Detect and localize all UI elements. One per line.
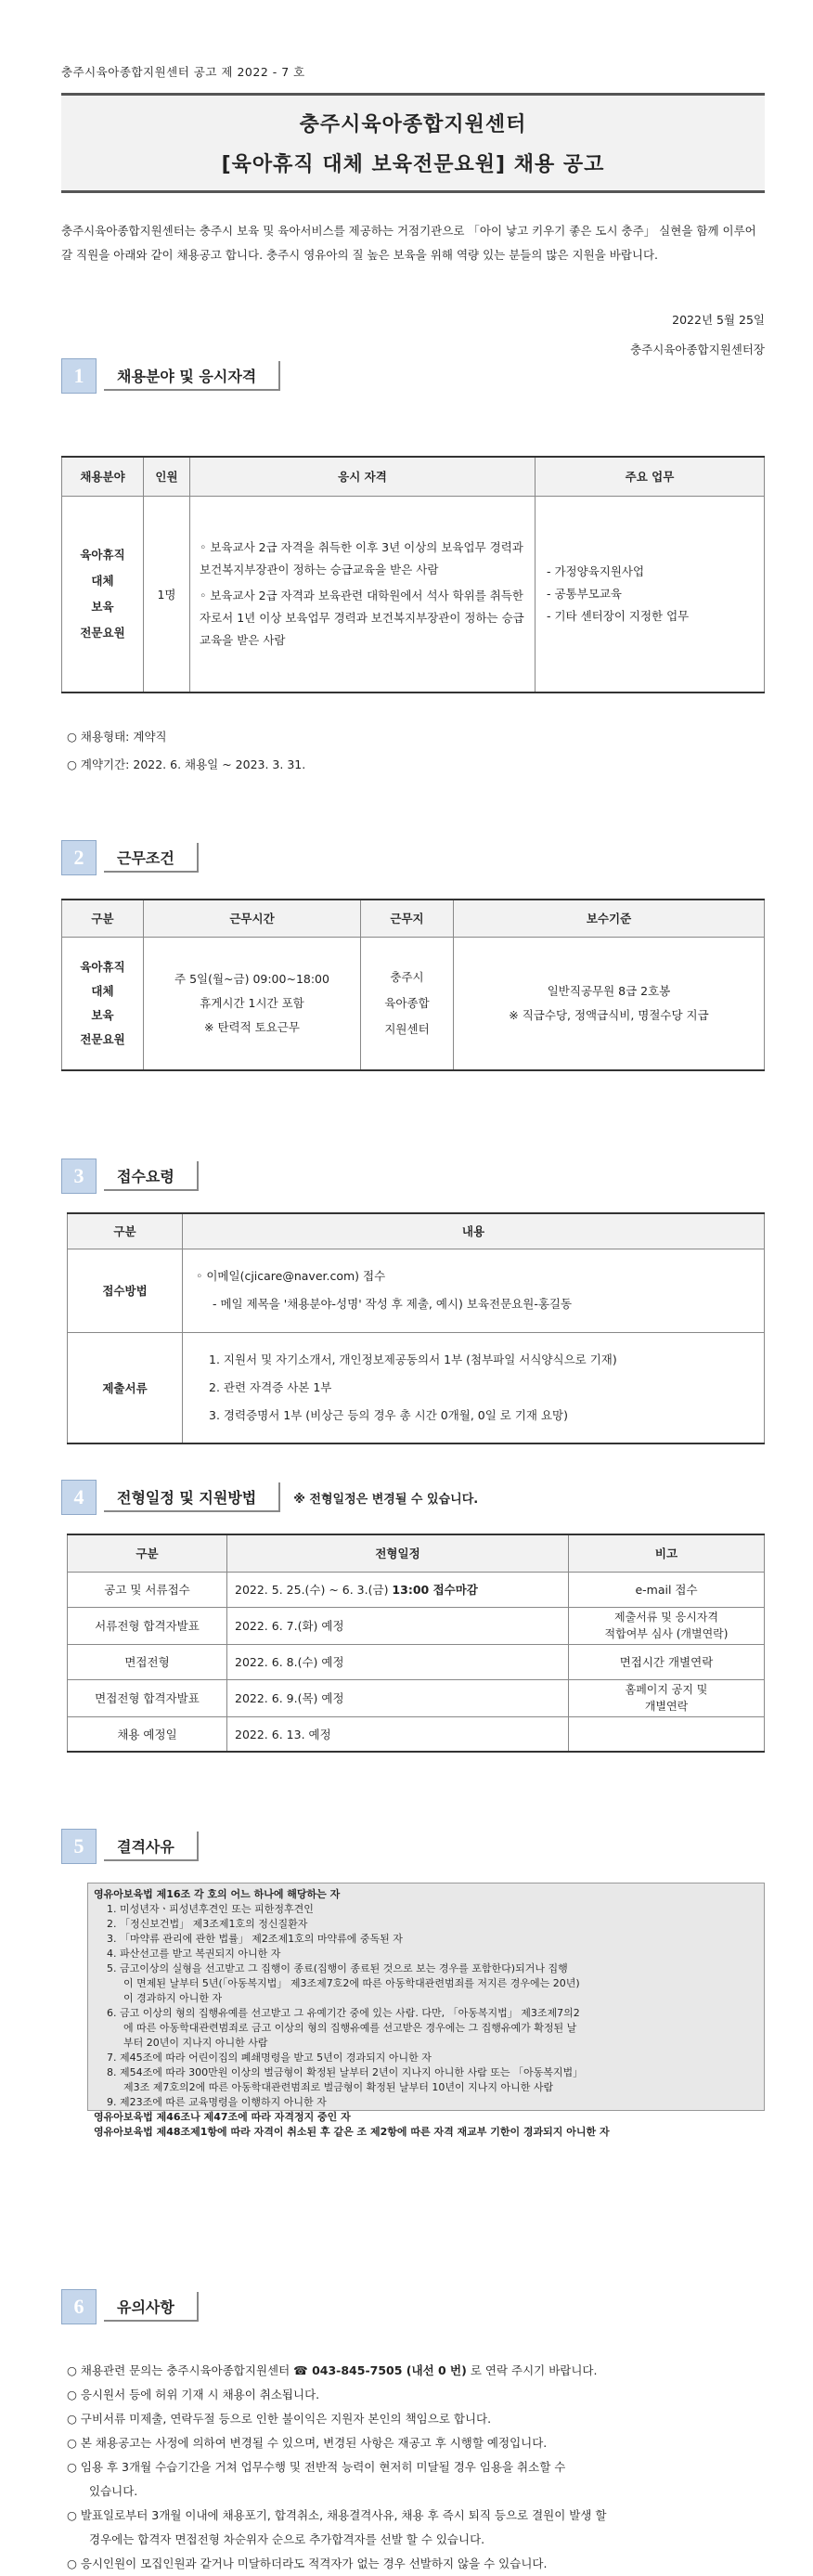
section-number: 2 <box>61 840 97 875</box>
documents-cell <box>183 1332 765 1443</box>
section-title: 전형일정 및 지원방법 <box>104 1482 280 1512</box>
date-cell <box>227 1716 569 1752</box>
col-header: 비고 <box>569 1534 765 1572</box>
place-text: 지원센터 <box>384 1021 430 1036</box>
field-cell <box>62 937 144 1070</box>
note-item: ○ 임용 후 3개월 수습기간을 거쳐 업무수행 및 전반적 능력이 현저히 미달될 경우 임용을 취소할 수 <box>67 2460 566 2474</box>
section-number: 6 <box>61 2289 97 2324</box>
note-item: ○ 구비서류 미제출, 연락두절 등으로 인한 불이익은 지원자 본인의 책임으로 합니다. <box>67 2412 492 2426</box>
date-cell <box>227 1607 569 1644</box>
method-cell <box>183 1249 765 1332</box>
hours-cell <box>144 937 361 1070</box>
stage-cell: 채용 예정일 <box>68 1716 227 1752</box>
hours-text: ※ 탄력적 토요근무 <box>204 1019 300 1034</box>
section-3-header <box>61 1159 199 1194</box>
section-title: 채용분야 및 응시자격 <box>104 361 280 391</box>
notice-number: 충주시육아종합지원센터 공고 제 2022 - 7 호 <box>61 65 305 79</box>
remark-cell: 홈페이지 공지 및 개별연락 <box>569 1679 765 1716</box>
work-conditions-table <box>61 899 765 1071</box>
section-number: 3 <box>61 1159 97 1194</box>
col-header: 주요 업무 <box>536 457 765 496</box>
stage-cell: 공고 및 서류접수 <box>68 1572 227 1607</box>
organization-name: 충주시육아종합지원센터장 <box>630 343 765 356</box>
disq-item: 6. 금고 이상의 형의 집행유예를 선고받고 그 유예기간 중에 있는 사람. 다만, 「아동복지법」 제3조제7의2 <box>107 2007 580 2019</box>
section-title: 근무조건 <box>104 843 199 873</box>
disq-item: 7. 제45조에 따라 어린이집의 폐쇄명령을 받고 5년이 경과되지 아니한 자 <box>107 2052 432 2064</box>
place-text: 육아종합 <box>384 995 430 1010</box>
date-cell <box>227 1644 569 1679</box>
schedule-row <box>68 1607 765 1644</box>
row-label: 접수방법 <box>68 1249 183 1332</box>
hours-text: 주 5일(월~금) 09:00~18:00 <box>174 971 329 986</box>
field-text: 육아휴직 <box>80 959 125 974</box>
document-item: 3. 경력증명서 1부 (비상근 등의 경우 총 시간 0개월, 0일 로 기재 요망) <box>209 1407 568 1422</box>
intro-text: 충주시육아종합지원센터는 충주시 보육 및 육아서비스를 제공하는 거점기관으로 「아이 낳고 키우기 좋은 도시 충주」 실현을 함께 이루어갈 직원을 아래와 같이 채용공고 합니다. 충주시 영유아의 질 높은 보육을 위해 역량 있는 분들의 많은 지원을 바랍니다. <box>61 224 756 262</box>
section-title: 유의사항 <box>104 2292 199 2322</box>
section-2-header <box>61 840 199 875</box>
date-cell <box>227 1679 569 1716</box>
schedule-table <box>67 1534 765 1753</box>
phone-number: ☎ 043-845-7505 (내선 0 번) <box>293 2363 467 2377</box>
duty-cell <box>536 496 765 693</box>
note-text: 로 연락 주시기 바랍니다. <box>466 2363 598 2377</box>
stage-cell: 면접전형 <box>68 1644 227 1679</box>
col-header: 내용 <box>183 1213 765 1249</box>
note-item: ○ 발표일로부터 3개월 이내에 채용포기, 합격취소, 채용결격사유, 채용 후 즉시 퇴직 등으로 결원이 발생 할 <box>67 2508 607 2522</box>
qualification-cell <box>190 496 536 693</box>
field-text: 전문요원 <box>80 625 125 640</box>
col-header: 응시 자격 <box>190 457 536 496</box>
date-text: 2022. 5. 25.(수) ~ 6. 3.(금) <box>235 1583 393 1597</box>
recruitment-table <box>61 456 765 693</box>
document-item: 1. 지원서 및 자기소개서, 개인정보제공동의서 1부 (첨부파일 서식양식으로 기재) <box>209 1352 617 1366</box>
schedule-row <box>68 1572 765 1607</box>
pay-text: ※ 직급수당, 정액급식비, 명절수당 지급 <box>509 1007 709 1022</box>
note-item <box>67 2359 772 2383</box>
col-header: 구분 <box>68 1213 183 1249</box>
section-number: 1 <box>61 358 97 394</box>
disq-foot: 영유아보육법 제48조제1항에 따라 자격이 취소된 후 같은 조 제2항에 따른 자격 재교부 기한이 경과되지 아니한 자 <box>94 2126 610 2138</box>
disq-item: 5. 금고이상의 실형을 선고받고 그 집행이 종료(집행이 종료된 것으로 보는 경우를 포함한다)되거나 집행 <box>107 1962 568 1974</box>
schedule-row <box>68 1716 765 1752</box>
section-6-header <box>61 2289 199 2324</box>
col-header: 구분 <box>68 1534 227 1572</box>
field-text: 대체 <box>91 573 114 588</box>
schedule-note: ※ 전형일정은 변경될 수 있습니다. <box>293 1492 479 1507</box>
title-line-2: [육아휴직 대체 보육전문요원] 채용 공고 <box>221 153 605 176</box>
notes-list <box>67 2359 772 2576</box>
schedule-row <box>68 1644 765 1679</box>
field-text: 보육 <box>91 1007 114 1022</box>
disq-foot: 영유아보육법 제46조나 제47조에 따라 자격정지 중인 자 <box>94 2111 351 2123</box>
section-4-header <box>61 1480 478 1515</box>
method-item: - 메일 제목을 '채용분야-성명' 작성 후 제출, 예시) 보육전문요원-홍길동 <box>213 1297 573 1311</box>
row-label: 제출서류 <box>68 1332 183 1443</box>
remark-cell: 면접시간 개별연락 <box>569 1644 765 1679</box>
employment-type: ○ 채용형태: 계약직 <box>67 730 167 744</box>
stage-cell: 서류전형 합격자발표 <box>68 1607 227 1644</box>
field-cell <box>62 496 144 693</box>
disq-item: 1. 미성년자ㆍ피성년후견인 또는 피한정후견인 <box>107 1903 314 1915</box>
note-item-continuation: 있습니다. <box>89 2484 138 2498</box>
date-cell <box>227 1572 569 1607</box>
title-box <box>61 93 765 193</box>
disq-item: 9. 제23조에 따른 교육명령을 이행하지 아니한 자 <box>107 2096 327 2108</box>
duty-item: - 기타 센터장이 지정한 업무 <box>547 608 690 623</box>
disq-item: 에 따른 아동학대관련범죄로 금고 이상의 형의 집행유예를 선고받은 경우에는 그 집행유예가 확정된 날 <box>123 2022 577 2034</box>
disq-item: 제3조 제7호의2에 따른 아동학대관련범죄로 벌금형이 확정된 날부터 10년이 지나지 아니한 사람 <box>123 2081 554 2093</box>
disq-item: 2. 「정신보건법」 제3조제1호의 정신질환자 <box>107 1918 308 1930</box>
qualification-item: ◦ 보육교사 2급 자격과 보육관련 대학원에서 석사 학위를 취득한 자로서 1년 이상 보육업무 경력과 보건복지부장관이 정하는 승급교육을 받은 사람 <box>200 588 524 647</box>
col-header: 구분 <box>62 900 144 937</box>
duty-item: - 가정양육지원사업 <box>547 563 645 578</box>
disq-item: 이 면제된 날부터 5년(「아동복지법」 제3조제7호2에 따른 아동학대관련범죄를 저지른 경우에는 20년) <box>123 1977 580 1989</box>
date-text: 2022. 6. 7.(화) 예정 <box>235 1619 344 1633</box>
place-text: 충주시 <box>390 969 424 984</box>
pay-cell <box>454 937 765 1070</box>
date-text: 2022. 6. 13. 예정 <box>235 1727 331 1741</box>
disq-item: 이 경과하지 아니한 자 <box>123 1992 223 2004</box>
note-item: ○ 응시인원이 모집인원과 같거나 미달하더라도 적격자가 없는 경우 선발하지 않을 수 있습니다. <box>67 2557 548 2570</box>
col-header: 인원 <box>144 457 190 496</box>
note-item: ○ 응시원서 등에 허위 기재 시 채용이 취소됩니다. <box>67 2388 320 2401</box>
disqualification-box <box>87 1883 765 2138</box>
remark-cell <box>569 1716 765 1752</box>
disq-item: 4. 파산선고를 받고 복권되지 아니한 자 <box>107 1948 281 1960</box>
method-item: ◦ 이메일(cjicare@naver.com) 접수 <box>196 1269 386 1283</box>
col-header: 근무시간 <box>144 900 361 937</box>
deadline-text: 13:00 접수마감 <box>392 1583 478 1597</box>
document-item: 2. 관련 자격증 사본 1부 <box>209 1379 332 1394</box>
pay-text: 일반직공무원 8급 2호봉 <box>547 983 671 998</box>
field-text: 대체 <box>91 983 114 998</box>
field-text: 보육 <box>91 599 114 614</box>
date-text: 2022. 6. 9.(목) 예정 <box>235 1691 344 1705</box>
note-item-continuation: 경우에는 합격자 면접전형 차순위자 순으로 추가합격자를 선발 할 수 있습니다. <box>89 2532 485 2546</box>
count-cell: 1명 <box>144 496 190 693</box>
stage-cell: 면접전형 합격자발표 <box>68 1679 227 1716</box>
qualification-item: ◦ 보육교사 2급 자격을 취득한 이후 3년 이상의 보육업무 경력과 보건복지부장관이 정하는 승급교육을 받은 사람 <box>200 539 523 576</box>
col-header: 근무지 <box>361 900 454 937</box>
note-text: ○ 채용관련 문의는 충주시육아종합지원센터 <box>67 2363 294 2377</box>
disq-item: 부터 20년이 지나지 아니한 사람 <box>123 2037 268 2049</box>
notice-date: 2022년 5월 25일 <box>672 313 765 327</box>
contract-period: ○ 계약기간: 2022. 6. 채용일 ~ 2023. 3. 31. <box>67 757 306 771</box>
field-text: 전문요원 <box>80 1031 125 1046</box>
section-number: 4 <box>61 1480 97 1515</box>
field-text: 육아휴직 <box>80 547 125 562</box>
duty-item: - 공통부모교육 <box>547 586 622 601</box>
disq-item: 3. 「마약류 관리에 관한 법률」 제2조제1호의 마약류에 중독된 자 <box>107 1933 403 1945</box>
date-text: 2022. 6. 8.(수) 예정 <box>235 1655 344 1669</box>
hours-text: 휴게시간 1시간 포함 <box>200 995 304 1010</box>
col-header: 채용분야 <box>62 457 144 496</box>
col-header: 보수기준 <box>454 900 765 937</box>
application-table <box>67 1212 765 1444</box>
section-title: 접수요령 <box>104 1161 199 1191</box>
remark-cell: e-mail 접수 <box>569 1572 765 1607</box>
disq-head: 영유아보육법 제16조 각 호의 어느 하나에 해당하는 자 <box>94 1888 341 1900</box>
col-header: 전형일정 <box>227 1534 569 1572</box>
section-5-header <box>61 1829 199 1864</box>
title-line-1: 충주시육아종합지원센터 <box>299 113 527 136</box>
schedule-row <box>68 1679 765 1716</box>
section-1-header <box>61 358 280 394</box>
section-number: 5 <box>61 1829 97 1864</box>
disq-item: 8. 제54조에 따라 300만원 이상의 벌금형이 확정된 날부터 2년이 지나지 아니한 사람 또는 「아동복지법」 <box>107 2066 584 2078</box>
place-cell <box>361 937 454 1070</box>
remark-cell: 제출서류 및 응시자격 적합여부 심사 (개별연락) <box>569 1607 765 1644</box>
note-item: ○ 본 채용공고는 사정에 의하여 변경될 수 있으며, 변경된 사항은 재공고 후 시행할 예정입니다. <box>67 2436 548 2450</box>
section-title: 결격사유 <box>104 1832 199 1861</box>
